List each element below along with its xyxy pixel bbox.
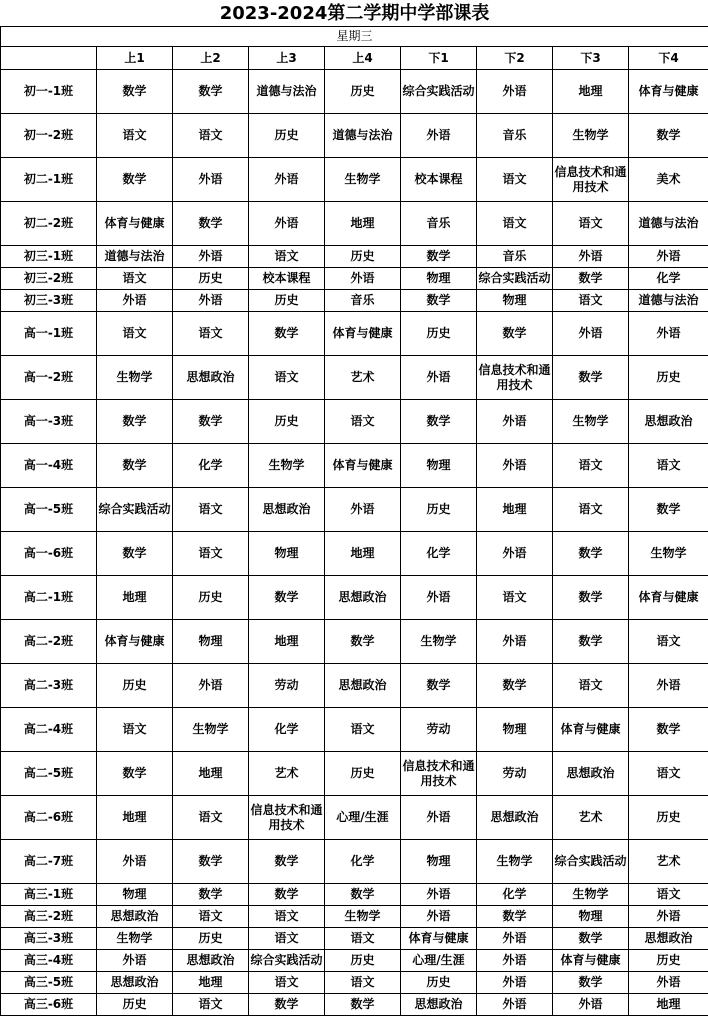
class-name-cell: 初一-1班	[1, 70, 97, 114]
corner-cell	[1, 47, 97, 70]
subject-cell: 信息技术和通用技术	[553, 158, 629, 202]
subject-cell: 体育与健康	[629, 576, 708, 620]
subject-cell: 生物学	[325, 158, 401, 202]
period-header: 上1	[97, 47, 173, 70]
subject-cell: 化学	[173, 444, 249, 488]
subject-cell: 综合实践活动	[477, 268, 553, 290]
subject-cell: 数学	[629, 708, 708, 752]
subject-cell: 数学	[325, 994, 401, 1016]
subject-cell: 历史	[249, 114, 325, 158]
subject-cell: 语文	[477, 202, 553, 246]
subject-cell: 数学	[173, 840, 249, 884]
period-header: 下1	[401, 47, 477, 70]
subject-cell: 语文	[97, 114, 173, 158]
subject-cell: 生物学	[97, 356, 173, 400]
subject-cell: 外语	[401, 884, 477, 906]
class-row	[1, 752, 708, 796]
class-row	[1, 114, 708, 158]
subject-cell: 历史	[249, 400, 325, 444]
class-row	[1, 444, 708, 488]
subject-cell: 外语	[629, 906, 708, 928]
subject-cell: 语文	[173, 796, 249, 840]
subject-cell: 语文	[249, 356, 325, 400]
subject-cell: 语文	[173, 994, 249, 1016]
subject-cell: 音乐	[325, 290, 401, 312]
class-name-cell: 高二-5班	[1, 752, 97, 796]
subject-cell: 语文	[553, 664, 629, 708]
class-name-cell: 高一-6班	[1, 532, 97, 576]
subject-cell: 外语	[477, 444, 553, 488]
subject-cell: 数学	[401, 400, 477, 444]
class-name-cell: 高一-5班	[1, 488, 97, 532]
subject-cell: 劳动	[477, 752, 553, 796]
class-row	[1, 532, 708, 576]
subject-cell: 道德与法治	[629, 290, 708, 312]
subject-cell: 外语	[401, 796, 477, 840]
subject-cell: 化学	[401, 532, 477, 576]
subject-cell: 地理	[249, 620, 325, 664]
class-row	[1, 202, 708, 246]
subject-cell: 地理	[629, 994, 708, 1016]
subject-cell: 思想政治	[477, 796, 553, 840]
subject-cell: 数学	[173, 400, 249, 444]
subject-cell: 数学	[97, 400, 173, 444]
subject-cell: 外语	[477, 972, 553, 994]
subject-cell: 语文	[629, 752, 708, 796]
period-header: 上4	[325, 47, 401, 70]
subject-cell: 数学	[97, 752, 173, 796]
subject-cell: 生物学	[325, 906, 401, 928]
class-name-cell: 高一-2班	[1, 356, 97, 400]
subject-cell: 化学	[477, 884, 553, 906]
subject-cell: 物理	[401, 444, 477, 488]
subject-cell: 思想政治	[173, 950, 249, 972]
period-header: 下4	[629, 47, 708, 70]
subject-cell: 化学	[249, 708, 325, 752]
subject-cell: 外语	[477, 928, 553, 950]
subject-cell: 数学	[553, 972, 629, 994]
subject-cell: 思想政治	[325, 576, 401, 620]
period-header: 上2	[173, 47, 249, 70]
subject-cell: 地理	[173, 972, 249, 994]
class-row	[1, 796, 708, 840]
page-title: 2023-2024第二学期中学部课表	[1, 0, 708, 27]
subject-cell: 物理	[553, 906, 629, 928]
subject-cell: 综合实践活动	[249, 950, 325, 972]
subject-cell: 历史	[401, 972, 477, 994]
subject-cell: 地理	[173, 752, 249, 796]
subject-cell: 物理	[173, 620, 249, 664]
subject-cell: 外语	[401, 356, 477, 400]
class-row	[1, 664, 708, 708]
class-row	[1, 708, 708, 752]
subject-cell: 语文	[325, 928, 401, 950]
subject-cell: 语文	[325, 708, 401, 752]
subject-cell: 化学	[325, 840, 401, 884]
subject-cell: 物理	[477, 708, 553, 752]
subject-cell: 物理	[249, 532, 325, 576]
class-row	[1, 928, 708, 950]
subject-cell: 道德与法治	[325, 114, 401, 158]
class-name-cell: 高三-2班	[1, 906, 97, 928]
subject-cell: 外语	[173, 246, 249, 268]
subject-cell: 语文	[173, 488, 249, 532]
subject-cell: 体育与健康	[629, 70, 708, 114]
subject-cell: 数学	[553, 928, 629, 950]
period-header: 下2	[477, 47, 553, 70]
subject-cell: 历史	[325, 70, 401, 114]
subject-cell: 艺术	[249, 752, 325, 796]
subject-cell: 信息技术和通用技术	[249, 796, 325, 840]
day-label: 星期三	[1, 27, 708, 47]
subject-cell: 艺术	[629, 840, 708, 884]
subject-cell: 外语	[629, 246, 708, 268]
subject-cell: 语文	[553, 488, 629, 532]
subject-cell: 生物学	[249, 444, 325, 488]
subject-cell: 外语	[477, 950, 553, 972]
class-name-cell: 初三-3班	[1, 290, 97, 312]
class-row	[1, 620, 708, 664]
class-name-cell: 高三-6班	[1, 994, 97, 1016]
subject-cell: 历史	[173, 268, 249, 290]
subject-cell: 外语	[249, 202, 325, 246]
subject-cell: 数学	[629, 488, 708, 532]
subject-cell: 思想政治	[173, 356, 249, 400]
subject-cell: 语文	[629, 444, 708, 488]
period-header: 上3	[249, 47, 325, 70]
subject-cell: 思想政治	[325, 664, 401, 708]
class-row	[1, 840, 708, 884]
subject-cell: 生物学	[401, 620, 477, 664]
subject-cell: 体育与健康	[97, 202, 173, 246]
subject-cell: 校本课程	[401, 158, 477, 202]
class-name-cell: 高一-4班	[1, 444, 97, 488]
subject-cell: 地理	[477, 488, 553, 532]
subject-cell: 语文	[553, 290, 629, 312]
subject-cell: 语文	[173, 312, 249, 356]
subject-cell: 地理	[325, 532, 401, 576]
subject-cell: 历史	[401, 312, 477, 356]
subject-cell: 艺术	[325, 356, 401, 400]
subject-cell: 生物学	[629, 532, 708, 576]
subject-cell: 外语	[97, 290, 173, 312]
class-row	[1, 312, 708, 356]
subject-cell: 语文	[97, 708, 173, 752]
subject-cell: 语文	[173, 532, 249, 576]
subject-cell: 思想政治	[629, 928, 708, 950]
class-name-cell: 初三-1班	[1, 246, 97, 268]
period-header: 下3	[553, 47, 629, 70]
class-row	[1, 906, 708, 928]
subject-cell: 外语	[477, 532, 553, 576]
subject-cell: 数学	[97, 444, 173, 488]
subject-cell: 语文	[629, 884, 708, 906]
subject-cell: 外语	[401, 114, 477, 158]
subject-cell: 心理/生涯	[325, 796, 401, 840]
subject-cell: 历史	[629, 950, 708, 972]
subject-cell: 历史	[173, 576, 249, 620]
subject-cell: 地理	[325, 202, 401, 246]
subject-cell: 信息技术和通用技术	[477, 356, 553, 400]
class-row	[1, 994, 708, 1016]
subject-cell: 数学	[553, 356, 629, 400]
subject-cell: 历史	[401, 488, 477, 532]
subject-cell: 数学	[173, 70, 249, 114]
subject-cell: 数学	[249, 840, 325, 884]
period-header-row	[1, 47, 708, 70]
class-row	[1, 972, 708, 994]
subject-cell: 语文	[173, 114, 249, 158]
class-row	[1, 884, 708, 906]
class-row	[1, 950, 708, 972]
subject-cell: 历史	[629, 356, 708, 400]
subject-cell: 音乐	[401, 202, 477, 246]
subject-cell: 外语	[173, 158, 249, 202]
class-name-cell: 高一-1班	[1, 312, 97, 356]
subject-cell: 外语	[477, 620, 553, 664]
subject-cell: 数学	[97, 158, 173, 202]
class-name-cell: 高二-1班	[1, 576, 97, 620]
subject-cell: 数学	[249, 994, 325, 1016]
subject-cell: 体育与健康	[401, 928, 477, 950]
class-name-cell: 高二-2班	[1, 620, 97, 664]
subject-cell: 体育与健康	[553, 708, 629, 752]
subject-cell: 外语	[477, 400, 553, 444]
subject-cell: 数学	[477, 906, 553, 928]
subject-cell: 数学	[325, 620, 401, 664]
subject-cell: 综合实践活动	[97, 488, 173, 532]
subject-cell: 外语	[629, 972, 708, 994]
class-name-cell: 高三-4班	[1, 950, 97, 972]
subject-cell: 外语	[325, 268, 401, 290]
subject-cell: 语文	[477, 158, 553, 202]
subject-cell: 数学	[97, 70, 173, 114]
class-row	[1, 488, 708, 532]
subject-cell: 生物学	[553, 400, 629, 444]
subject-cell: 劳动	[401, 708, 477, 752]
subject-cell: 生物学	[477, 840, 553, 884]
subject-cell: 数学	[249, 576, 325, 620]
subject-cell: 数学	[629, 114, 708, 158]
subject-cell: 艺术	[553, 796, 629, 840]
subject-cell: 语文	[249, 928, 325, 950]
subject-cell: 历史	[97, 994, 173, 1016]
subject-cell: 外语	[249, 158, 325, 202]
subject-cell: 心理/生涯	[401, 950, 477, 972]
subject-cell: 数学	[401, 246, 477, 268]
subject-cell: 数学	[249, 312, 325, 356]
subject-cell: 语文	[629, 620, 708, 664]
class-row	[1, 576, 708, 620]
subject-cell: 数学	[553, 620, 629, 664]
class-name-cell: 初二-1班	[1, 158, 97, 202]
class-row	[1, 158, 708, 202]
subject-cell: 语文	[97, 268, 173, 290]
class-row	[1, 290, 708, 312]
subject-cell: 外语	[553, 246, 629, 268]
subject-cell: 外语	[477, 70, 553, 114]
subject-cell: 生物学	[553, 884, 629, 906]
class-name-cell: 初二-2班	[1, 202, 97, 246]
subject-cell: 外语	[629, 664, 708, 708]
subject-cell: 美术	[629, 158, 708, 202]
subject-cell: 外语	[173, 290, 249, 312]
subject-cell: 音乐	[477, 246, 553, 268]
subject-cell: 语文	[553, 202, 629, 246]
subject-cell: 思想政治	[249, 488, 325, 532]
subject-cell: 数学	[173, 202, 249, 246]
subject-cell: 思想政治	[97, 972, 173, 994]
class-name-cell: 高三-5班	[1, 972, 97, 994]
subject-cell: 语文	[553, 444, 629, 488]
subject-cell: 数学	[401, 290, 477, 312]
class-name-cell: 高二-3班	[1, 664, 97, 708]
subject-cell: 外语	[477, 994, 553, 1016]
subject-cell: 外语	[553, 312, 629, 356]
subject-cell: 综合实践活动	[401, 70, 477, 114]
subject-cell: 语文	[325, 972, 401, 994]
subject-cell: 道德与法治	[249, 70, 325, 114]
subject-cell: 地理	[97, 576, 173, 620]
subject-cell: 数学	[401, 664, 477, 708]
subject-cell: 物理	[477, 290, 553, 312]
class-row	[1, 356, 708, 400]
subject-cell: 语文	[249, 972, 325, 994]
subject-cell: 综合实践活动	[553, 840, 629, 884]
subject-cell: 外语	[97, 840, 173, 884]
subject-cell: 思想政治	[629, 400, 708, 444]
subject-cell: 数学	[477, 312, 553, 356]
subject-cell: 语文	[325, 400, 401, 444]
subject-cell: 体育与健康	[325, 312, 401, 356]
subject-cell: 音乐	[477, 114, 553, 158]
subject-cell: 体育与健康	[553, 950, 629, 972]
subject-cell: 历史	[173, 928, 249, 950]
class-name-cell: 高二-4班	[1, 708, 97, 752]
subject-cell: 校本课程	[249, 268, 325, 290]
subject-cell: 历史	[325, 246, 401, 268]
subject-cell: 历史	[97, 664, 173, 708]
subject-cell: 数学	[97, 532, 173, 576]
class-name-cell: 初一-2班	[1, 114, 97, 158]
subject-cell: 历史	[629, 796, 708, 840]
subject-cell: 数学	[553, 268, 629, 290]
subject-cell: 劳动	[249, 664, 325, 708]
subject-cell: 外语	[97, 950, 173, 972]
subject-cell: 体育与健康	[97, 620, 173, 664]
subject-cell: 物理	[97, 884, 173, 906]
subject-cell: 信息技术和通用技术	[401, 752, 477, 796]
subject-cell: 历史	[249, 290, 325, 312]
subject-cell: 思想政治	[97, 906, 173, 928]
subject-cell: 外语	[325, 488, 401, 532]
subject-cell: 数学	[325, 884, 401, 906]
subject-cell: 数学	[249, 884, 325, 906]
subject-cell: 生物学	[553, 114, 629, 158]
subject-cell: 外语	[401, 906, 477, 928]
subject-cell: 外语	[401, 576, 477, 620]
subject-cell: 外语	[553, 994, 629, 1016]
class-name-cell: 初三-2班	[1, 268, 97, 290]
subject-cell: 思想政治	[401, 994, 477, 1016]
subject-cell: 思想政治	[553, 752, 629, 796]
class-name-cell: 高二-6班	[1, 796, 97, 840]
class-row	[1, 246, 708, 268]
subject-cell: 物理	[401, 268, 477, 290]
subject-cell: 数学	[173, 884, 249, 906]
subject-cell: 外语	[629, 312, 708, 356]
subject-cell: 体育与健康	[325, 444, 401, 488]
subject-cell: 生物学	[97, 928, 173, 950]
class-row	[1, 70, 708, 114]
subject-cell: 语文	[477, 576, 553, 620]
subject-cell: 数学	[477, 664, 553, 708]
subject-cell: 语文	[249, 246, 325, 268]
subject-cell: 道德与法治	[97, 246, 173, 268]
subject-cell: 历史	[325, 950, 401, 972]
subject-cell: 外语	[173, 664, 249, 708]
subject-cell: 道德与法治	[629, 202, 708, 246]
class-name-cell: 高三-3班	[1, 928, 97, 950]
subject-cell: 地理	[97, 796, 173, 840]
class-row	[1, 400, 708, 444]
subject-cell: 数学	[553, 532, 629, 576]
subject-cell: 地理	[553, 70, 629, 114]
subject-cell: 历史	[325, 752, 401, 796]
class-name-cell: 高三-1班	[1, 884, 97, 906]
class-name-cell: 高二-7班	[1, 840, 97, 884]
subject-cell: 语文	[173, 906, 249, 928]
subject-cell: 数学	[553, 576, 629, 620]
subject-cell: 生物学	[173, 708, 249, 752]
subject-cell: 物理	[401, 840, 477, 884]
subject-cell: 语文	[97, 312, 173, 356]
class-row	[1, 268, 708, 290]
subject-cell: 语文	[249, 906, 325, 928]
subject-cell: 化学	[629, 268, 708, 290]
class-name-cell: 高一-3班	[1, 400, 97, 444]
